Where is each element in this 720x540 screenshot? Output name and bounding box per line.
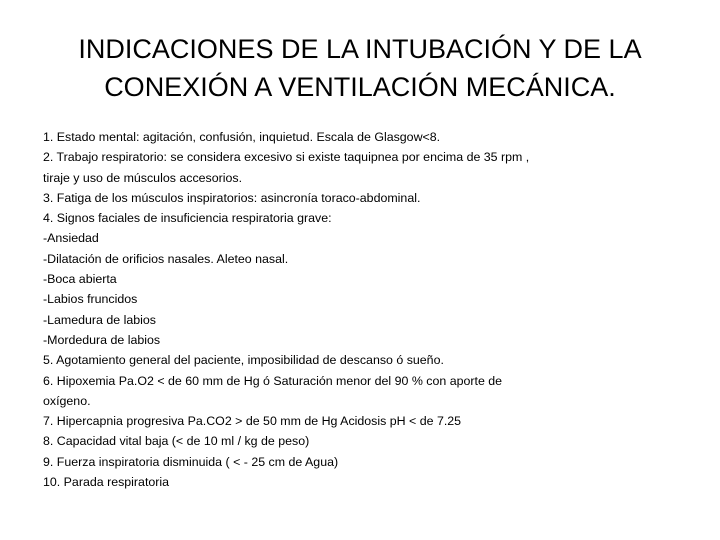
list-item: 6. Hipoxemia Pa.O2 < de 60 mm de Hg ó Saturación menor del 90 % con aporte de (43, 373, 503, 388)
list-item: -Boca abierta (43, 272, 117, 287)
list-item: 9. Fuerza inspiratoria disminuida ( < - 25 cm de Agua) (43, 454, 339, 469)
list-item: 5. Agotamiento general del paciente, imposibilidad de descanso ó sueño. (43, 353, 444, 368)
list-item: 7. Hipercapnia progresiva Pa.CO2 > de 50 mm de Hg Acidosis pH < de 7.25 (43, 414, 462, 429)
list-item: -Dilatación de orificios nasales. Aleteo nasal. (43, 251, 289, 266)
slide-title-line-2: CONEXIÓN A VENTILACIÓN MECÁNICA. (104, 72, 616, 102)
list-item: 1. Estado mental: agitación, confusión, inquietud. Escala de Glasgow<8. (43, 130, 441, 144)
slide-title-line-1: INDICACIONES DE LA INTUBACIÓN Y DE LA (78, 34, 642, 64)
list-item: 10. Parada respiratoria (43, 475, 170, 490)
list-item: 8. Capacidad vital baja (< de 10 ml / kg de peso) (43, 434, 310, 449)
list-item: 3. Fatiga de los músculos inspiratorios: asincronía toraco-abdominal. (43, 190, 421, 205)
indications-list (43, 127, 683, 492)
list-item: -Labios fruncidos (43, 292, 138, 307)
list-item: tiraje y uso de músculos accesorios. (43, 170, 243, 185)
slide-title (40, 30, 680, 106)
list-item: 4. Signos faciales de insuficiencia respiratoria grave: (43, 211, 332, 226)
list-item: -Lamedura de labios (43, 312, 156, 327)
list-item: -Ansiedad (43, 231, 99, 246)
list-item: -Mordedura de labios (43, 332, 161, 347)
list-item: oxígeno. (43, 393, 91, 408)
list-item: 2. Trabajo respiratorio: se considera excesivo si existe taquipnea por encima de 35 rpm , (43, 150, 530, 165)
